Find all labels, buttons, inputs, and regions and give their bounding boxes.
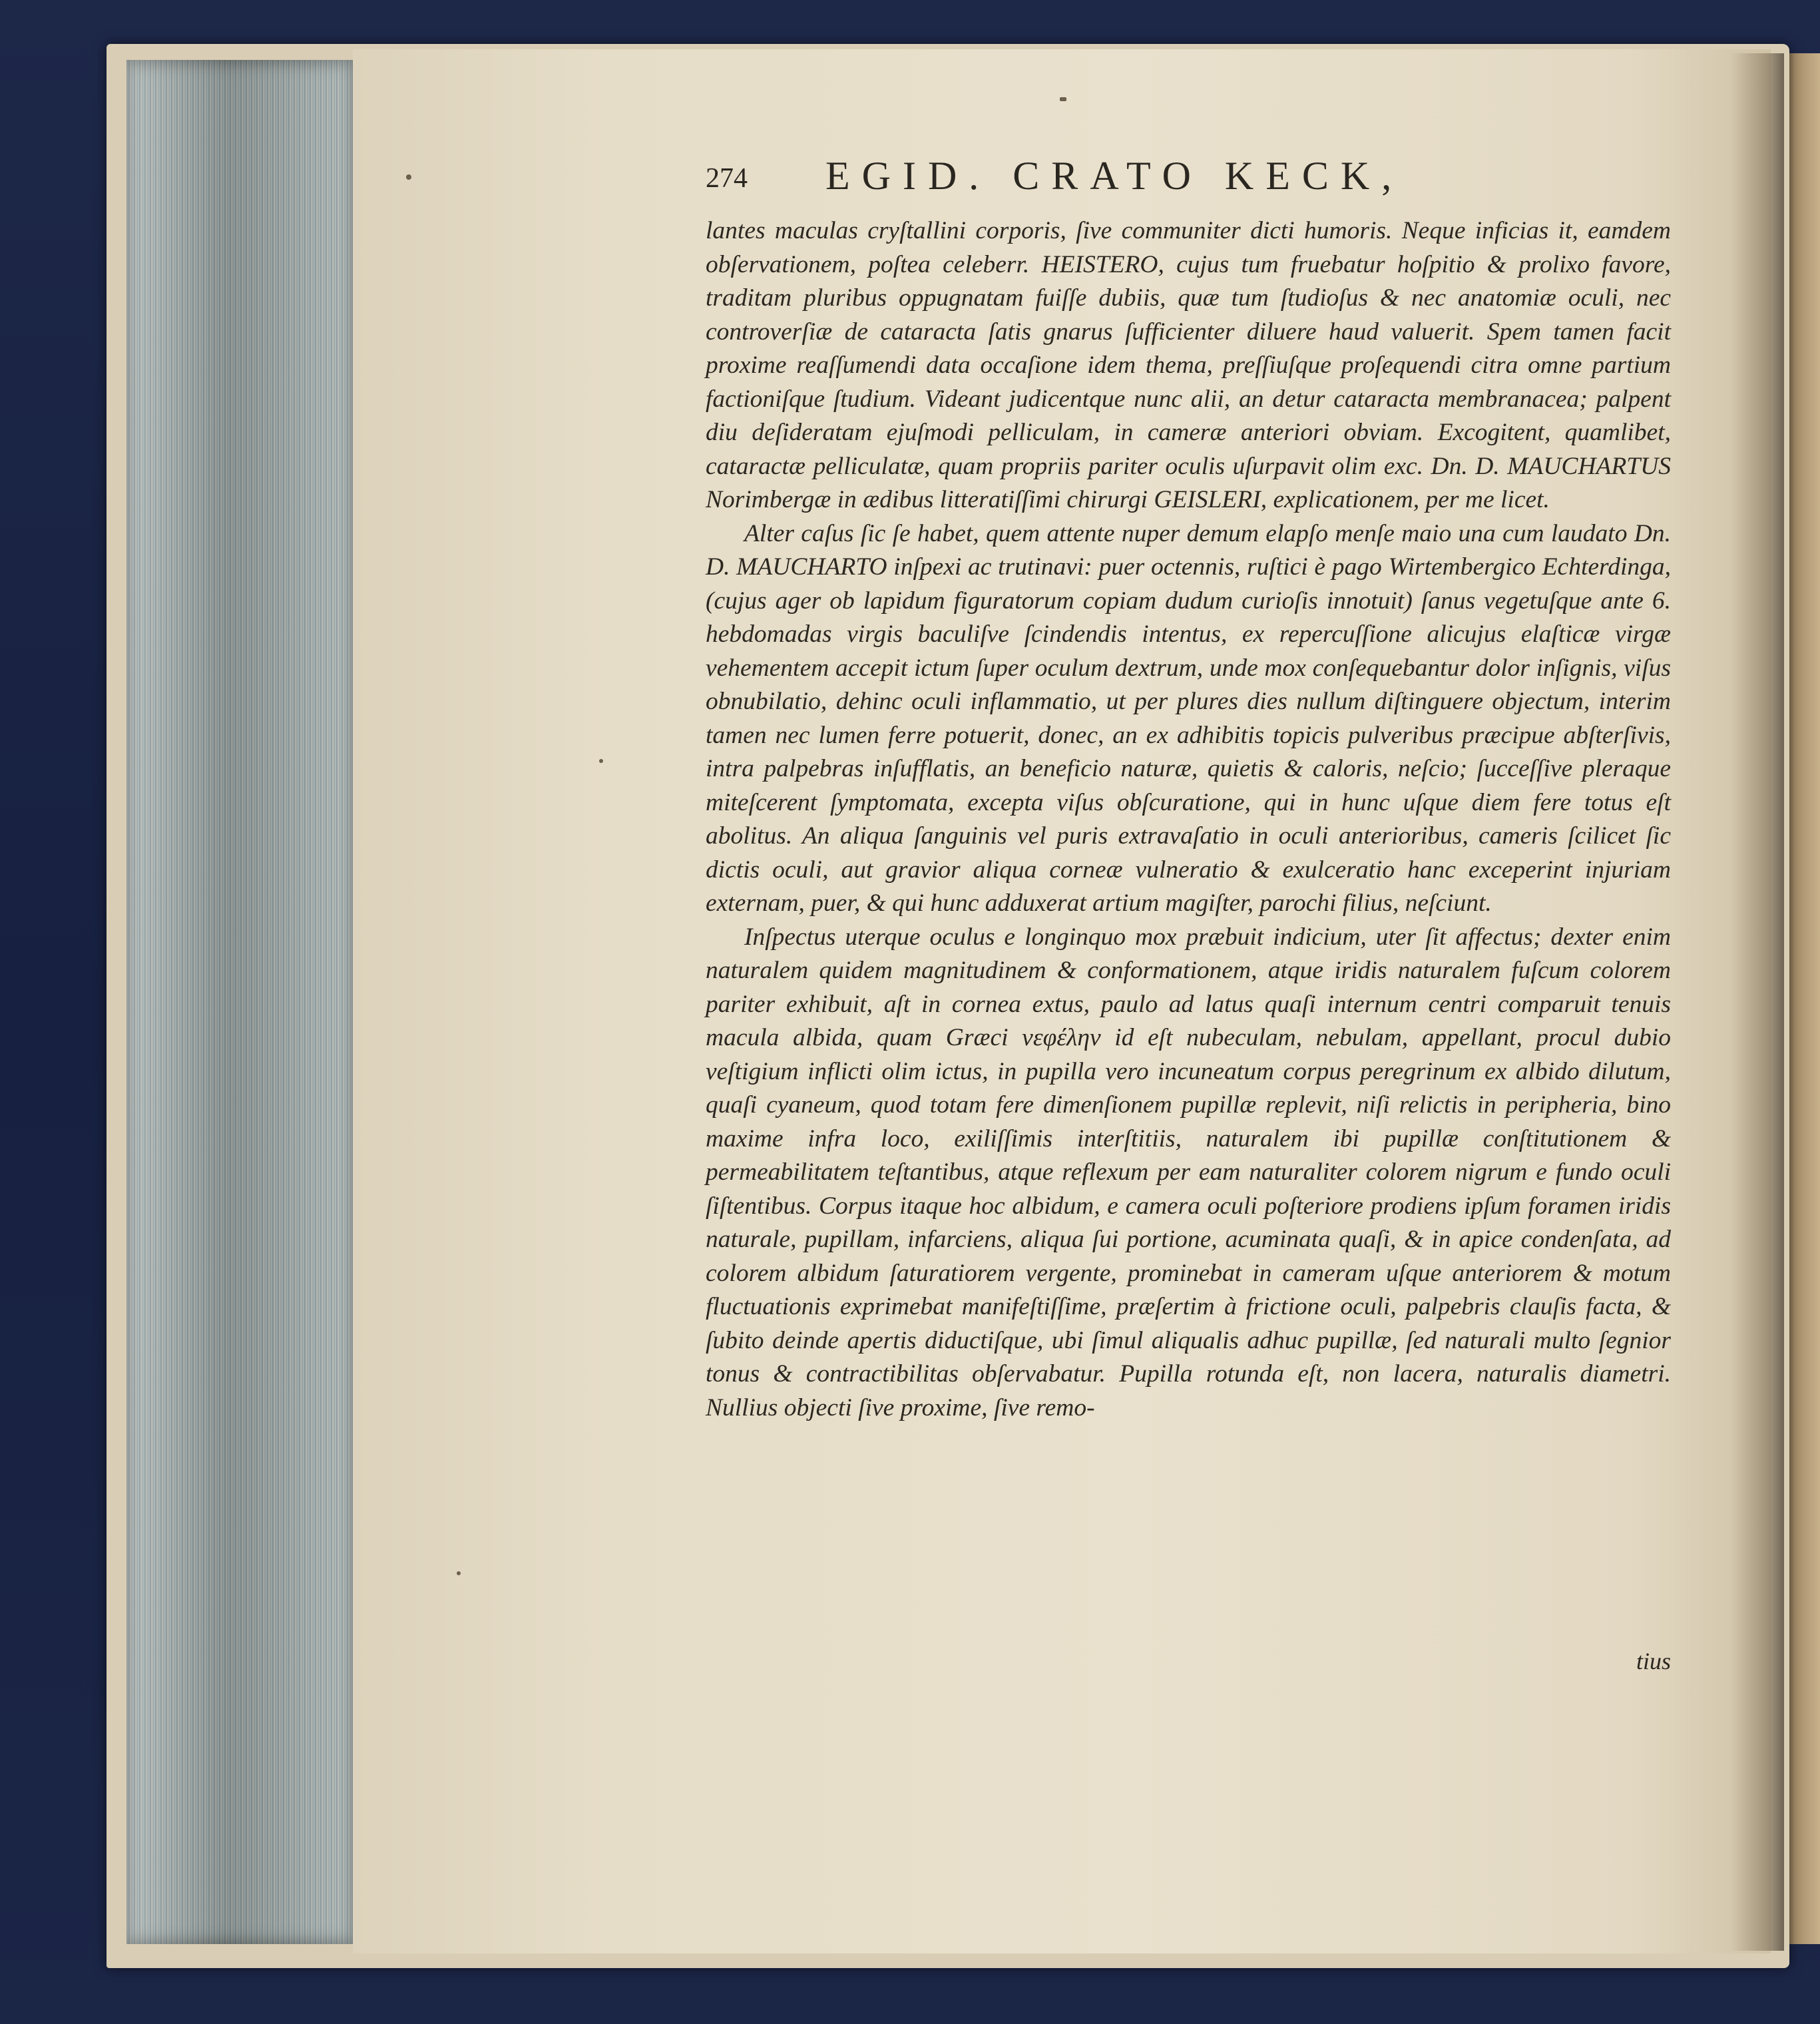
- page-speck: [1060, 97, 1066, 101]
- page-speck: [406, 174, 411, 180]
- paragraph-3: Inſpectus uterque oculus e longinquo mox præbuit indicium, uter ſit affectus; dexter enim naturalem quidem magnitudinem & conformationem, atque iridis naturalem fuſcum colorem pariter exhibuit, aſt in cornea extus, paulo ad latus quaſi internum centri comparuit tenuis macula albida, quam Græci νεφέλην id eſt nubeculam, nebulam, appellant, procul dubio veſtigium inflicti olim ictus, in pupilla vero incuneatum corpus peregrinum ex albido dilutum, quaſi cyaneum, quod totam fere dimenſionem pupillæ replevit, niſi relictis in peripheria, bino maxime infra loco, exiliſſimis interſtitiis, naturalem ibi pupillæ conſtitutionem & permeabilitatem teſtantibus, atque reflexum per eam naturaliter colorem nigrum e fundo oculi ſiſtentibus. Corpus itaque hoc albidum, e camera oculi poſteriore prodiens ipſum foramen iridis naturale, pupillam, infarciens, aliqua ſui portione, acuminata quaſi, & in apice condenſata, ad colorem albidum ſaturatiorem vergente, prominebat in cameram uſque anteriorem & motum fluctuationis exprimebat manifeſtiſſime, præſertim à frictione oculi, palpebris clauſis facta, & ſubito deinde apertis diductiſque, ubi ſimul aliqualis adhuc pupillæ, ſed naturali multo ſegnior tonus & contractibilitas obſervabatur. Pupilla rotunda eſt, non lacera, naturalis diametri. Nullius objecti ſive proxime, ſive remo-: [706, 923, 1671, 1421]
- page-header: [706, 150, 1671, 204]
- page-stack-edges: [126, 60, 355, 1944]
- paragraph-2: Alter caſus ſic ſe habet, quem attente nuper demum elapſo menſe maio una cum laudato Dn. D. MAUCHARTO inſpexi ac trutinavi: puer octennis, ruſtici è pago Wirtembergico Echterdinga, (cujus ager ob lapidum figuratorum copiam dudum curioſis innotuit) ſanus vegetuſque ante 6. hebdomadas virgis baculiſve ſcindendis intentus, ex repercuſſione alicujus elaſticæ virgæ vehementem accepit ictum ſuper oculum dextrum, unde mox conſequebantur dolor inſignis, viſus obnubilatio, dehinc oculi inflammatio, ut per plures dies nullum diſtinguere objectum, interim tamen nec lumen ferre potuerit, donec, an ex adhibitis topicis pulveribus præcipue abſterſivis, intra palpebras inſufflatis, an beneficio naturæ, quietis & caloris, neſcio; ſucceſſive pleraque miteſcerent ſymptomata, excepta viſus obſcuratione, qui in hunc uſque diem fere totus eſt abolitus. An aliqua ſanguinis vel puris extravaſatio in oculi anterioribus, cameris ſcilicet ſic dictis oculi, aut gravior aliqua corneæ vulneratio & exulceratio hanc exceperint injuriam externam, puer, & qui hunc adduxerat artium magiſter, parochi filius, neſciunt.: [706, 519, 1671, 917]
- page-speck: [599, 759, 603, 763]
- running-title: EGID. CRATO KECK,: [825, 154, 1404, 198]
- page-number: 274: [706, 163, 748, 194]
- gutter-shadow: [1731, 53, 1784, 1951]
- page-speck: [457, 1571, 461, 1575]
- body-text: [706, 214, 1671, 1826]
- paragraph-1: lantes maculas cryſtallini corporis, ſive communiter dicti humoris. Neque inficias it, eamdem obſervationem, poſtea celeberr. HEISTERO, cujus tum fruebatur hoſpitio & prolixo favore, traditam pluribus oppugnatam fuiſſe dubiis, quæ tum ſtudioſus & nec anatomiæ oculi, nec controverſiæ de cataracta ſatis gnarus ſufficienter diluere haud valuerit. Spem tamen facit proxime reaſſumendi data occaſione idem thema, preſſiuſque proſequendi citra omne partium factioniſque ſtudium. Videant judicentque nunc alii, an detur cataracta membranacea; palpent diu deſideratam ejuſmodi pelliculam, in cameræ anteriori obviam. Excogitent, quamlibet, cataractæ pelliculatæ, quam propriis pariter oculis uſurpavit olim exc. Dn. D. MAUCHARTUS Norimbergæ in ædibus litteratiſſimi chirurgi GEISLERI, explicationem, per me licet.: [706, 217, 1671, 513]
- catchword: tius: [1636, 1648, 1671, 1674]
